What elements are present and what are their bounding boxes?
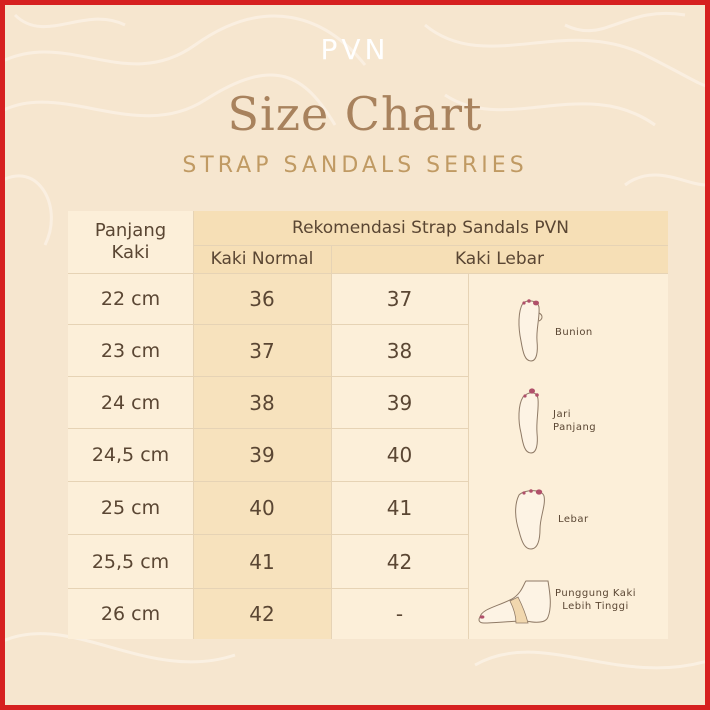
recommendation-header: Rekomendasi Strap Sandals PVN xyxy=(292,217,569,238)
length-cell xyxy=(68,482,193,534)
normal-header: Kaki Normal xyxy=(210,248,314,269)
wide-size-cell xyxy=(331,377,468,428)
wide-size: - xyxy=(395,602,404,626)
wide-size: 39 xyxy=(386,390,413,415)
size-table xyxy=(68,211,668,639)
normal-size: 40 xyxy=(249,496,275,520)
normal-size-cell xyxy=(193,377,331,428)
recommendation-header-cell xyxy=(193,211,668,245)
brand-logo: PVN xyxy=(320,33,390,66)
bunion-label: Bunion xyxy=(555,327,593,338)
wide-header: Kaki Lebar xyxy=(454,248,545,269)
wide-size-cell xyxy=(331,429,468,481)
normal-size: 39 xyxy=(249,443,275,467)
length-cell xyxy=(68,377,193,428)
wide-size: 41 xyxy=(386,496,413,520)
wide-size: 42 xyxy=(386,549,413,574)
length-cell xyxy=(68,589,193,639)
length-cell xyxy=(68,273,193,324)
foot-length: 22 cm xyxy=(100,287,161,310)
length-cell xyxy=(68,325,193,376)
wide-header-cell xyxy=(331,245,668,273)
normal-header-cell xyxy=(193,245,331,273)
normal-size-cell xyxy=(193,273,331,324)
foot-length: 23 cm xyxy=(100,339,161,362)
wide-foot-icon xyxy=(513,487,549,553)
wide-size-cell xyxy=(331,273,468,324)
bunion-foot-icon xyxy=(515,297,545,365)
long-toe-foot-icon xyxy=(515,387,545,457)
wide-size-cell xyxy=(331,589,468,639)
normal-size-cell xyxy=(193,589,331,639)
normal-size-cell xyxy=(193,535,331,588)
normal-size-cell xyxy=(193,429,331,481)
wide-size: 38 xyxy=(386,338,413,363)
foot-length-header: Panjang Kaki xyxy=(94,220,167,263)
wide-size-cell xyxy=(331,325,468,376)
divider xyxy=(193,245,668,246)
divider xyxy=(468,273,469,639)
wide-size: 37 xyxy=(386,286,413,311)
size-chart-canvas xyxy=(5,5,705,705)
foot-length-header-cell xyxy=(68,211,193,273)
normal-size-cell xyxy=(193,482,331,534)
page-subtitle: STRAP SANDALS SERIES xyxy=(182,153,528,178)
high-instep-foot-icon xyxy=(476,579,556,627)
foot-length: 26 cm xyxy=(100,603,161,625)
normal-size: 36 xyxy=(249,286,275,311)
normal-size: 42 xyxy=(249,602,275,626)
length-cell xyxy=(68,535,193,588)
page-title: Size Chart xyxy=(227,87,483,141)
high-instep-label: Punggung Kaki Lebih Tinggi xyxy=(555,588,637,612)
foot-length: 24,5 cm xyxy=(91,444,170,466)
normal-size-cell xyxy=(193,325,331,376)
normal-size: 38 xyxy=(249,390,275,415)
wide-size: 40 xyxy=(386,443,413,467)
normal-size: 41 xyxy=(249,549,275,574)
foot-length: 25,5 cm xyxy=(91,550,170,573)
foot-length: 25 cm xyxy=(100,497,161,519)
normal-size: 37 xyxy=(249,338,275,363)
foot-length: 24 cm xyxy=(100,391,161,414)
wide-size-cell xyxy=(331,535,468,588)
wide-label: Lebar xyxy=(558,514,589,525)
wide-size-cell xyxy=(331,482,468,534)
length-cell xyxy=(68,429,193,481)
long-toe-label: Jari Panjang xyxy=(553,409,597,433)
